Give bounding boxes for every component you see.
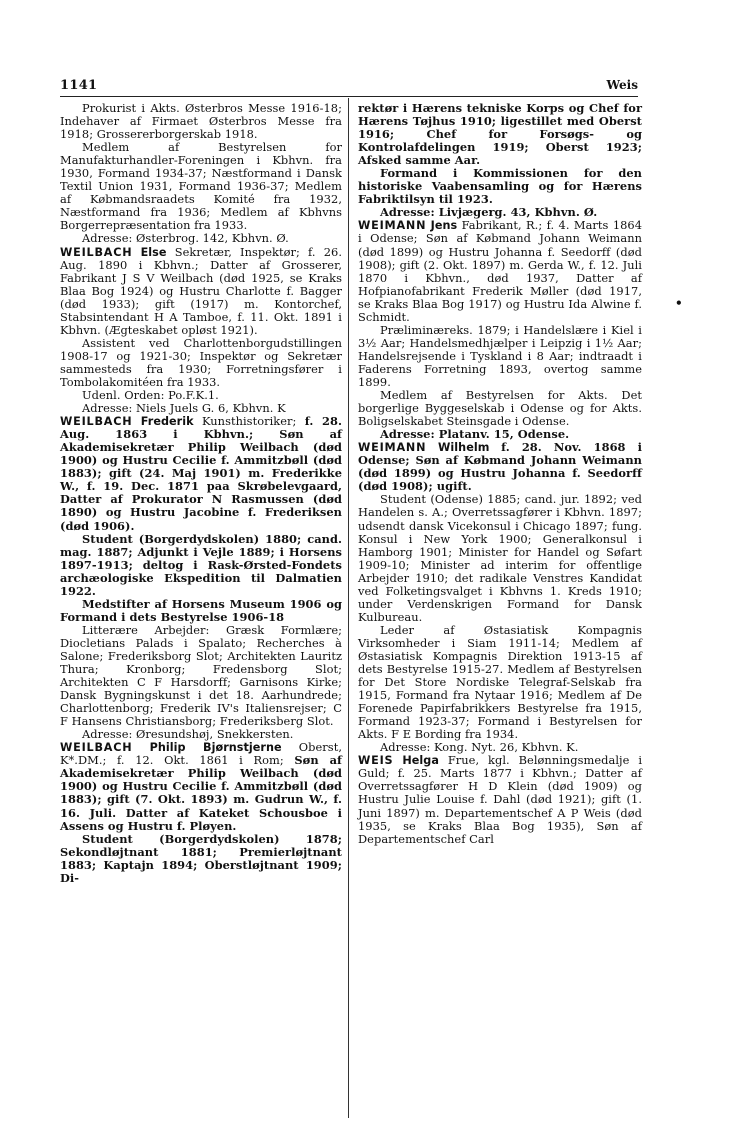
entry-paragraph: Assistent ved Charlottenborgudstillingen 1908-17 og 1921-30; Inspektør og Sekretær sammesteds fra 1930; Forretningsfører i Tombolakomitéen fra 1933. xyxy=(60,335,342,389)
entry-paragraph: Formand i Kommissionen for den historiske Vaabensamling og for Hærens Fabriktilsyn til 1923. xyxy=(358,166,642,207)
entry-firstname: Philip Bjørnstjerne xyxy=(149,741,282,755)
page-header xyxy=(60,78,638,98)
entry-paragraph: Præliminæreks. 1879; i Handelslære i Kiel i 3½ Aar; Handelsmedhjælper i Leipzig i 1½ Aar; Handelsrejsende i Tyskland i 8 Aar; indtraadt i Faderens Forretning 1893, overtog samme 1899. xyxy=(358,322,642,389)
header-rule xyxy=(60,96,638,97)
entry-bio-bold: Søn af Akademisekretær Philip Weilbach (død 1900) og Hustru Cecilie f. Ammitzbøll (død 1883); gift (7. Okt. 1893) m. Gudrun W., f. 16. Juli. Datter af Kateket Schousboe i Assens og Hustru f. Pløyen. xyxy=(60,753,342,833)
left-column xyxy=(60,102,342,885)
entry-surname: WEILBACH xyxy=(60,415,133,429)
entry-surname: WEILBACH xyxy=(60,741,133,755)
entry-address: Adresse: Østerbrog. 142, Kbhvn. Ø. xyxy=(82,231,289,246)
entry-paragraph: Medlem af Bestyrelsen for Akts. Det borgerlige Byggeselskab i Odense og for Akts. Boligselskabet Steinsgade i Odense. xyxy=(358,388,642,429)
entry-weilbach-philip xyxy=(60,741,342,885)
entry-bio: Sekretær, Inspektør; f. 26. Aug. 1890 i Kbhvn.; Datter af Grosserer, Fabrikant J S V Weilbach (død 1925, se Kraks Blaa Bog 1924) og Hustru Charlotte f. Bagger (død 1933); gift (1917) m. Kontorchef, Stabsintendant H A Tamboe, f. 11. Okt. 1891 i Kbhvn. (Ægteskabet opløst 1921). xyxy=(60,244,343,337)
entry-bio: Fabrikant, R.; f. 4. Marts 1864 i Odense; Søn af Købmand Johann Weimann (død 1899) og Hustru Johanna f. Seedorff (død 1908); gift (2. Okt. 1897) m. Gerda W., f. 12. Juli 1870 i Kbhvn., død 1937, Datter af Hofpianofabrikant Frederik Møller (død 1917, se Kraks Blaa Bog 1917) og Hustru Ida Alwine f. Schmidt. xyxy=(358,218,643,324)
entry-head xyxy=(358,754,642,845)
entry-address: Adresse: Niels Juels G. 6, Kbhvn. K xyxy=(82,401,286,416)
entry-address: Adresse: Platanv. 15, Odense. xyxy=(380,427,570,442)
entry-firstname: Helga xyxy=(402,754,439,768)
entry-paragraph: Student (Odense) 1885; cand. jur. 1892; ved Handelen s. A.; Overretssagfører i Kbhvn. 1897; udsendt dansk Vicekonsul i Chicago 1897; fung. Konsul i New York 1900; Generalkonsul i Hamborg 1901; Minister for Handel og Søfart 1909-10; Minister ad interim for offentlige Arbejder 1910; det radikale Venstres Kandidat ved Folketingsvalget i Kbhvns 1. Kreds 1910; under Verdenskrigen Formand for Dansk Kulbureau. xyxy=(358,492,642,624)
entry-weimann-wilhelm xyxy=(358,441,642,754)
entry-bio-bold: f. 28. Nov. 1868 i Odense; Søn af Købmand Johann Weimann (død 1899) og Hustru Johanna f. Seedorff (død 1908); ugift. xyxy=(358,440,642,494)
entry-paragraph: Student (Borgerdydskolen) 1878; Sekondløjtnant 1881; Premierløjtnant 1883; Kaptajn 1894; Oberstløjtnant 1909; Di- xyxy=(60,831,342,885)
entry-paragraph: Leder af Østasiatisk Kompagnis Virksomheder i Siam 1911-14; Medlem af Østasiatisk Kompagnis Direktion 1913-15 af dets Bestyrelse 1915-27. Medlem af Bestyrelsen for Det Store Nordiske Telegraf-Selskab fra 1915, Formand fra Nytaar 1916; Medlem af De Forenede Papirfabrikkers Bestyrelse fra 1915, Formand 1923-37; Formand i Bestyrelsen for Akts. F E Bording fra 1934. xyxy=(358,622,642,742)
entry-continuation xyxy=(60,102,342,246)
entry-weimann-jens xyxy=(358,219,642,441)
entry-weis-helga xyxy=(358,754,642,845)
entry-surname: WEIMANN xyxy=(358,219,427,233)
column-divider xyxy=(348,98,349,1118)
right-column xyxy=(358,102,642,846)
entry-paragraph: rektør i Hærens tekniske Korps og Chef for Hærens Tøjhus 1910; ligestillet med Oberst 1916; Chef for Forsøgs- og Kontrolafdelingen 1919; Oberst 1923; Afsked samme Aar. xyxy=(358,101,642,168)
entry-bio: Oberst, K*.DM.; f. 12. Okt. 1861 i Rom; xyxy=(60,740,342,768)
running-head: Weis xyxy=(606,78,638,92)
entry-firstname: Jens xyxy=(430,219,458,233)
entry-firstname: Else xyxy=(140,245,167,259)
entry-paragraph: Medlem af Bestyrelsen for Manufakturhandler-Foreningen i Kbhvn. fra 1930, Formand 1934-37; Næstformand i Dansk Textil Union 1931, Formand 1936-37; Medlem af Købmandsraadets Komité fra 1932, Næstformand fra 1936; Medlem af Kbhvns Borgerrepræsentation fra 1933. xyxy=(60,140,342,233)
margin-mark: • xyxy=(675,296,683,310)
entry-paragraph: Prokurist i Akts. Østerbros Messe 1916-18; Indehaver af Firmaet Østerbros Messe fra 1918; Grossererborgerskab 1918. xyxy=(60,101,342,142)
entry-weilbach-frederik xyxy=(60,415,342,741)
entry-firstname: Wilhelm xyxy=(438,441,490,455)
entry-head xyxy=(60,741,342,832)
entry-continuation xyxy=(358,102,642,219)
entry-bio-bold: f. 28. Aug. 1863 i Kbhvn.; Søn af Akademisekretær Philip Weilbach (død 1900) og Hustru Cecilie f. Ammitzbøll (død 1883); gift (24. Maj 1901) m. Frederikke W., f. 19. Dec. 1871 paa Skrøbelevgaard, Datter af Prokurator N Rasmussen (død 1890) og Hustru Jacobine f. Frederiksen (død 1906). xyxy=(60,414,343,533)
entry-paragraph: Student (Borgerdydskolen) 1880; cand. mag. 1887; Adjunkt i Vejle 1889; i Horsens 1897-1913; deltog i Rask-Ørsted-Fondets archæologiske Ekspedition til Dalmatien 1922. xyxy=(60,531,342,598)
entry-orders: Udenl. Orden: Po.F.K.1. xyxy=(82,388,219,403)
entry-head xyxy=(358,441,642,493)
entry-surname: WEILBACH xyxy=(60,245,133,259)
entry-head xyxy=(60,246,342,337)
page-number: 1141 xyxy=(60,78,98,93)
entry-head xyxy=(60,415,342,532)
entry-bio: Frue, kgl. Belønningsmedalje i Guld; f. 25. Marts 1877 i Kbhvn.; Datter af Overretssagfører H D Klein (død 1909) og Hustru Julie Louise f. Dahl (død 1921); gift (1. Juni 1897) m. Departementschef A P Weis (død 1935, se Kraks Blaa Bog 1935), Søn af Departementschef Carl xyxy=(358,753,643,846)
entry-surname: WEIS xyxy=(358,754,394,768)
entry-firstname: Frederik xyxy=(140,415,194,429)
entry-surname: WEIMANN xyxy=(358,441,427,455)
entry-head xyxy=(358,219,642,323)
entry-works: Litterære Arbejder: Græsk Formlære; Diocletians Palads i Spalato; Recherches à Salone; Frederiksborg Slot; Architekten Lauritz Thura; Kronborg; Fredensborg Slot; Architekten C F Harsdorff; Garnisons Kirke; Dansk Bygningskunst i det 18. Aarhundrede; Charlottenborg; Frederik IV's Italiensrejser; C F Hansens Christiansborg; Frederiksberg Slot. xyxy=(60,622,342,729)
entry-paragraph: Medstifter af Horsens Museum 1906 og Formand i dets Bestyrelse 1906-18 xyxy=(60,596,342,624)
entry-address: Adresse: Øresundshøj, Snekkersten. xyxy=(82,727,294,742)
entry-address: Adresse: Livjægerg. 43, Kbhvn. Ø. xyxy=(380,205,598,220)
entry-weilbach-else xyxy=(60,246,342,416)
entry-bio: Kunsthistoriker; xyxy=(201,414,297,429)
entry-address: Adresse: Kong. Nyt. 26, Kbhvn. K. xyxy=(380,740,579,755)
